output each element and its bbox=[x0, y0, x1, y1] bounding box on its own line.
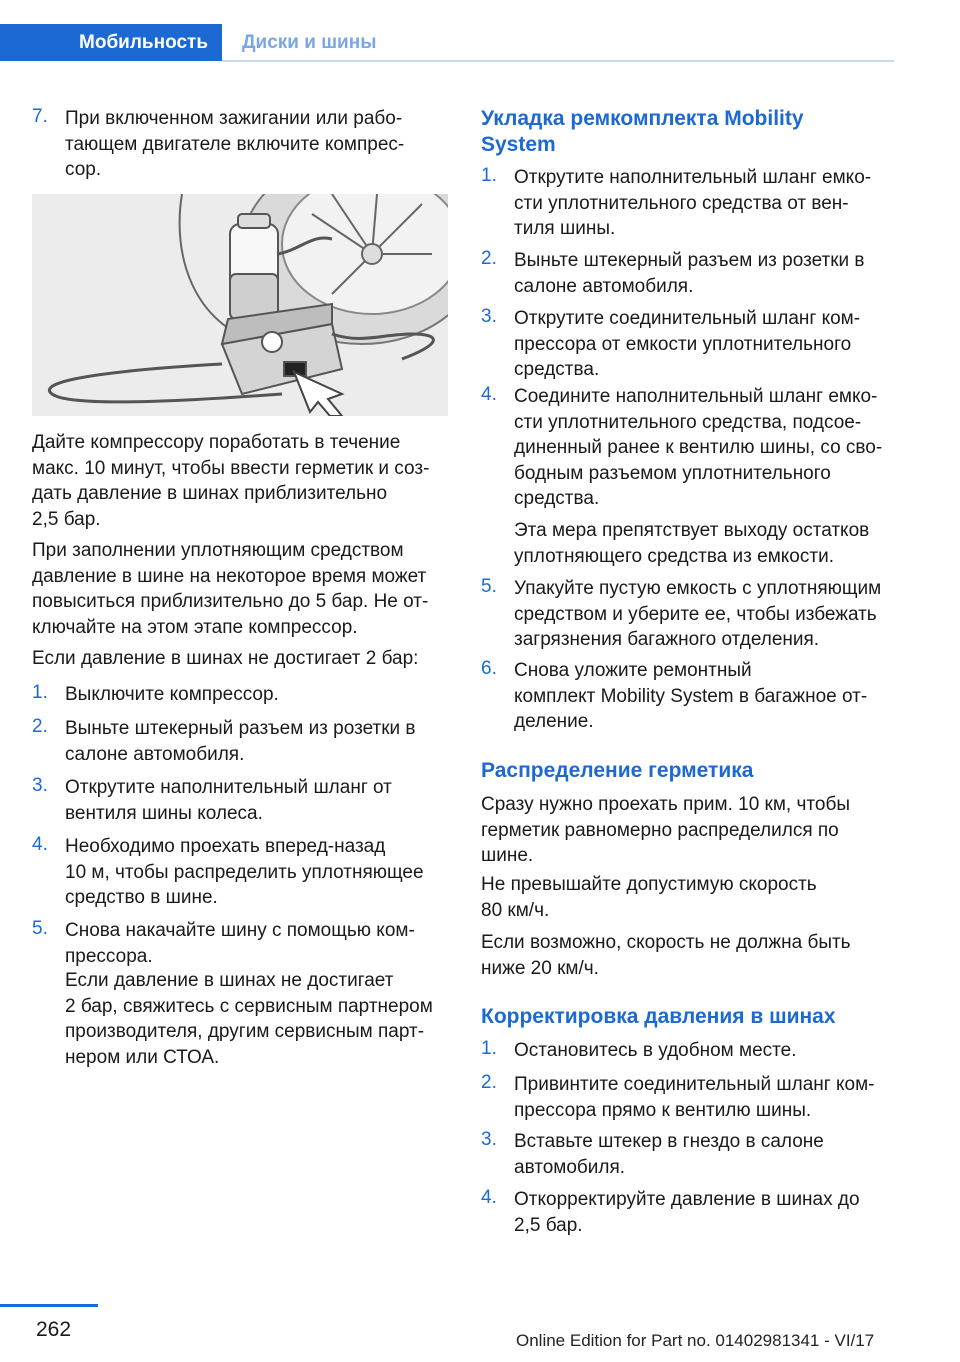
text-line: прессора от емкости уплотнительного bbox=[514, 333, 852, 355]
text-line: автомобиля. bbox=[514, 1156, 626, 1178]
header-divider bbox=[222, 60, 894, 62]
text-line: производителя, другим сервисным парт‐ bbox=[65, 1021, 425, 1042]
text-line: уплотняющего средства из емкости. bbox=[514, 545, 834, 567]
text-line: Дайте компрессору поработать в течение bbox=[32, 432, 401, 453]
text-line: Снова накачайте шину с помощью ком‐ bbox=[65, 920, 415, 941]
text-line: Открутите наполнительный шланг от bbox=[65, 777, 392, 798]
text-line: Сразу нужно проехать прим. 10 км, чтобы bbox=[481, 794, 850, 815]
text-line: 2 бар, свяжитесь с сервисным партнером bbox=[65, 995, 433, 1017]
text-line: Снова уложите ремонтный bbox=[514, 660, 752, 681]
step-text bbox=[514, 1038, 904, 1064]
paragraph-duration bbox=[32, 430, 452, 532]
text-line: Соедините наполнительный шланг емко‐ bbox=[514, 386, 878, 407]
page-header bbox=[0, 0, 960, 64]
text-line: прессора прямо к вентилю шины. bbox=[514, 1099, 812, 1121]
paragraph-distribute bbox=[481, 792, 901, 869]
step-7-text bbox=[65, 106, 455, 183]
text-line: сти уплотнительного средства, подсое‐ bbox=[514, 411, 862, 433]
text-line: макс. 10 минут, чтобы ввести герметик и соз‐ bbox=[32, 457, 430, 479]
step-text bbox=[514, 576, 904, 653]
step-number: 4. bbox=[481, 1187, 497, 1208]
step-number: 4. bbox=[32, 834, 48, 855]
step-text bbox=[514, 306, 904, 383]
text-line: Привинтите соединительный шланг ком‐ bbox=[514, 1074, 875, 1095]
text-line: При заполнении уплотняющим средством bbox=[32, 540, 404, 561]
text-line: Эта мера препятствует выходу остатков bbox=[514, 520, 870, 541]
step-number: 7. bbox=[32, 106, 48, 127]
text-line: При включенном зажигании или рабо‐ bbox=[65, 108, 403, 129]
step-text bbox=[514, 658, 904, 735]
paragraph-max-speed bbox=[481, 872, 901, 923]
text-line: средство в шине. bbox=[65, 887, 218, 908]
step-text bbox=[514, 1187, 904, 1238]
step-number: 5. bbox=[481, 576, 497, 597]
text-line: тиля шины. bbox=[514, 218, 616, 239]
step-text bbox=[514, 1129, 904, 1180]
text-line: диненный ранее к вентилю шины, со сво‐ bbox=[514, 437, 883, 458]
text-line: герметик равномерно распределился по bbox=[481, 819, 839, 841]
text-line: Выньте штекерный разъем из розетки в bbox=[514, 250, 865, 271]
text-line: средством и уберите ее, чтобы избежать bbox=[514, 603, 877, 625]
text-line: комплект Mobility System в багажное от‐ bbox=[514, 685, 868, 707]
step-text bbox=[65, 682, 455, 708]
text-line: дать давление в шинах приблизительно bbox=[32, 483, 388, 504]
step-number: 6. bbox=[481, 658, 497, 679]
step-text bbox=[514, 1072, 904, 1123]
step-number: 3. bbox=[481, 1129, 497, 1150]
step-number: 1. bbox=[481, 165, 497, 186]
section-tab[interactable]: Мобильность bbox=[0, 24, 222, 61]
step-text bbox=[65, 918, 455, 969]
text-line: ключайте на этом этапе компрессор. bbox=[32, 616, 358, 638]
text-line: тающем двигателе включите компрес‐ bbox=[65, 133, 405, 155]
text-line: Если давление в шинах не достигает bbox=[65, 970, 394, 991]
heading-correct-pressure: Корректировка давления в шинах bbox=[481, 1005, 836, 1028]
text-line: деление. bbox=[514, 711, 594, 732]
text-line: прессора. bbox=[65, 945, 153, 967]
text-line: сти уплотнительного средства от вен‐ bbox=[514, 192, 849, 214]
text-line: салоне автомобиля. bbox=[65, 743, 245, 765]
step-number: 5. bbox=[32, 918, 48, 939]
text-line: 80 км/ч. bbox=[481, 899, 550, 921]
text-line: Выньте штекерный разъем из розетки в bbox=[65, 718, 416, 739]
text-line: Не превышайте допустимую скорость bbox=[481, 874, 817, 895]
text-line: 10 м, чтобы распределить уплотняющее bbox=[65, 861, 424, 883]
heading-distribute: Распределение герметика bbox=[481, 759, 754, 782]
text-line: Открутите наполнительный шланг емко‐ bbox=[514, 167, 872, 188]
subsection-tab[interactable]: Диски и шины bbox=[242, 31, 377, 53]
text-line: сор. bbox=[65, 159, 102, 180]
step-number: 1. bbox=[32, 682, 48, 703]
step-number: 2. bbox=[481, 1072, 497, 1093]
text-line: 2,5 бар. bbox=[514, 1214, 583, 1236]
step-number: 2. bbox=[32, 716, 48, 737]
text-line: давление в шине на некоторое время может bbox=[32, 565, 427, 587]
text-line: Откорректируйте давление в шинах до bbox=[514, 1189, 860, 1210]
page-number: 262 bbox=[36, 1318, 72, 1341]
heading-stow-kit bbox=[481, 106, 804, 158]
text-line: повыситься приблизительно до 5 бар. Не от‐ bbox=[32, 591, 429, 612]
step-text bbox=[65, 716, 455, 767]
compressor-illustration bbox=[32, 194, 448, 416]
step-number: 3. bbox=[32, 775, 48, 796]
text-line: 2,5 бар. bbox=[32, 508, 101, 530]
paragraph-min-speed bbox=[481, 930, 901, 981]
step-text bbox=[514, 384, 904, 512]
footer-accent-line bbox=[0, 1304, 98, 1307]
text-line: Остановитесь в удобном месте. bbox=[514, 1040, 797, 1061]
step-number: 2. bbox=[481, 248, 497, 269]
step-5-note bbox=[65, 968, 455, 1070]
text-line: Упакуйте пустую емкость с уплотняющим bbox=[514, 578, 882, 599]
step-text bbox=[65, 775, 455, 826]
text-line: Необходимо проехать вперед-назад bbox=[65, 836, 386, 857]
text-line: нером или СТОА. bbox=[65, 1046, 220, 1068]
text-line: салоне автомобиля. bbox=[514, 275, 694, 297]
edition-note: Online Edition for Part no. 01402981341 - VI/17 bbox=[516, 1331, 875, 1350]
step-number: 1. bbox=[481, 1038, 497, 1059]
step-4-note bbox=[514, 518, 904, 569]
text-line: бодным разъемом уплотнительного bbox=[514, 462, 831, 484]
heading-line: Укладка ремкомплекта Mobility bbox=[481, 107, 804, 130]
step-text bbox=[65, 834, 455, 911]
paragraph-condition: Если давление в шинах не достигает 2 бар: bbox=[32, 648, 419, 669]
text-line: загрязнения багажного отделения. bbox=[514, 629, 820, 650]
step-text bbox=[514, 248, 904, 299]
heading-line: System bbox=[481, 133, 556, 156]
text-line: средства. bbox=[514, 359, 600, 380]
step-number: 4. bbox=[481, 384, 497, 405]
text-line: Открутите соединительный шланг ком‐ bbox=[514, 308, 861, 329]
step-number: 3. bbox=[481, 306, 497, 327]
text-line: ниже 20 км/ч. bbox=[481, 957, 599, 979]
step-text bbox=[514, 165, 904, 242]
text-line: шине. bbox=[481, 845, 534, 866]
text-line: Выключите компрессор. bbox=[65, 684, 279, 705]
paragraph-pressure-rise bbox=[32, 538, 452, 640]
text-line: вентиля шины колеса. bbox=[65, 802, 263, 824]
text-line: средства. bbox=[514, 488, 600, 509]
compressor-drawing bbox=[32, 194, 448, 416]
text-line: Вставьте штекер в гнездо в салоне bbox=[514, 1131, 824, 1152]
text-line: Если возможно, скорость не должна быть bbox=[481, 932, 851, 953]
